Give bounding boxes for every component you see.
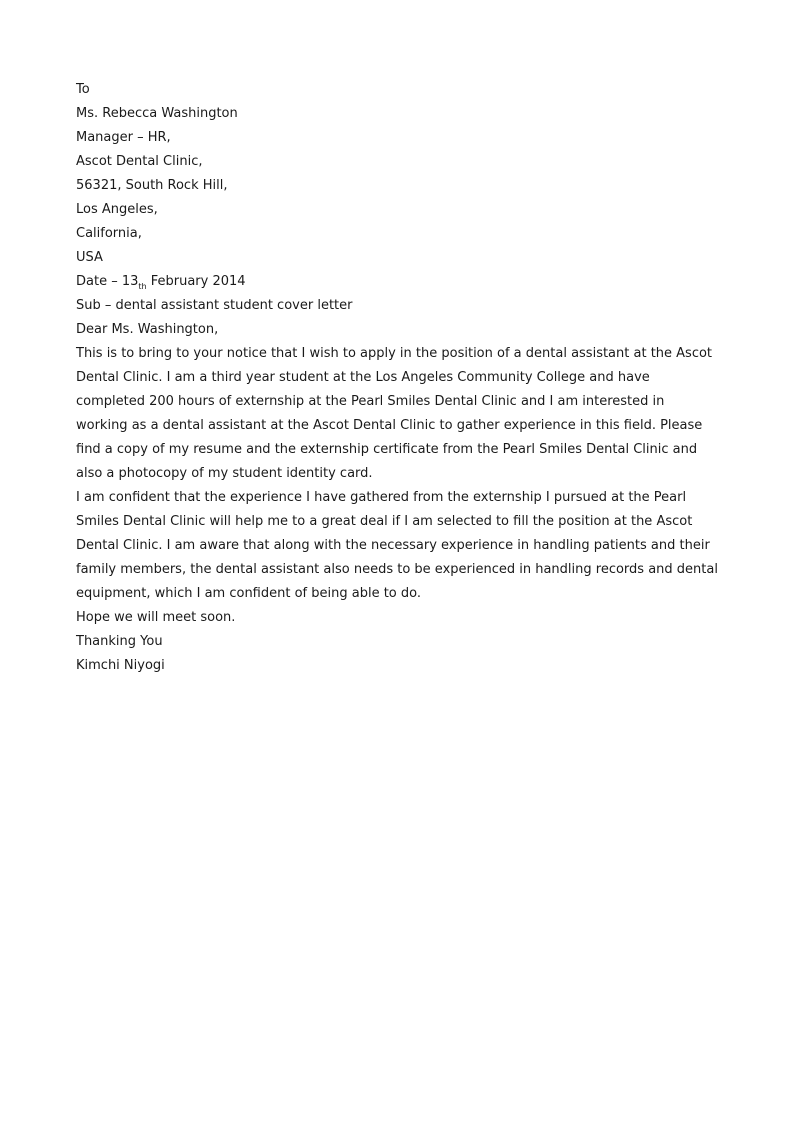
recipient-street: 56321, South Rock Hill, [76, 178, 228, 193]
recipient-country: USA [76, 250, 103, 265]
body-paragraph-2: I am confident that the experience I have gathered from the externship I pursued at the Pearl Smiles Dental Clinic will help me to a great deal if I am selected to fill the position at the Ascot Dental Clinic. I am aware that along with the necessary experience in handling patients and their family members, the dental assistant also needs to be experienced in handling records and dental equipment, which I am confident of being able to do. [76, 490, 718, 601]
letter-date [76, 270, 718, 294]
recipient-city: Los Angeles, [76, 202, 158, 217]
date-prefix: Date – 13 [76, 274, 139, 289]
recipient-company: Ascot Dental Clinic, [76, 154, 203, 169]
recipient-title: Manager – HR, [76, 130, 171, 145]
recipient-state: California, [76, 226, 142, 241]
body-paragraph-1: This is to bring to your notice that I wish to apply in the position of a dental assistant at the Ascot Dental Clinic. I am a third year student at the Los Angeles Community College and have completed 200 hours of externship at the Pearl Smiles Dental Clinic and I am interested in working as a dental assistant at the Ascot Dental Clinic to gather experience in this field. Please find a copy of my resume and the externship certificate from the Pearl Smiles Dental Clinic and also a photocopy of my student identity card. [76, 346, 713, 481]
body-paragraph-3: Hope we will meet soon. [76, 610, 236, 625]
letter-subject: Sub – dental assistant student cover letter [76, 298, 353, 313]
letter-closing: Thanking You [76, 634, 163, 649]
date-suffix: th [138, 282, 147, 291]
letter-salutation: Dear Ms. Washington, [76, 322, 219, 337]
date-rest: February 2014 [146, 274, 246, 289]
cover-letter [76, 78, 718, 678]
address-to: To [76, 82, 90, 97]
letter-signature: Kimchi Niyogi [76, 658, 165, 673]
recipient-name: Ms. Rebecca Washington [76, 106, 238, 121]
